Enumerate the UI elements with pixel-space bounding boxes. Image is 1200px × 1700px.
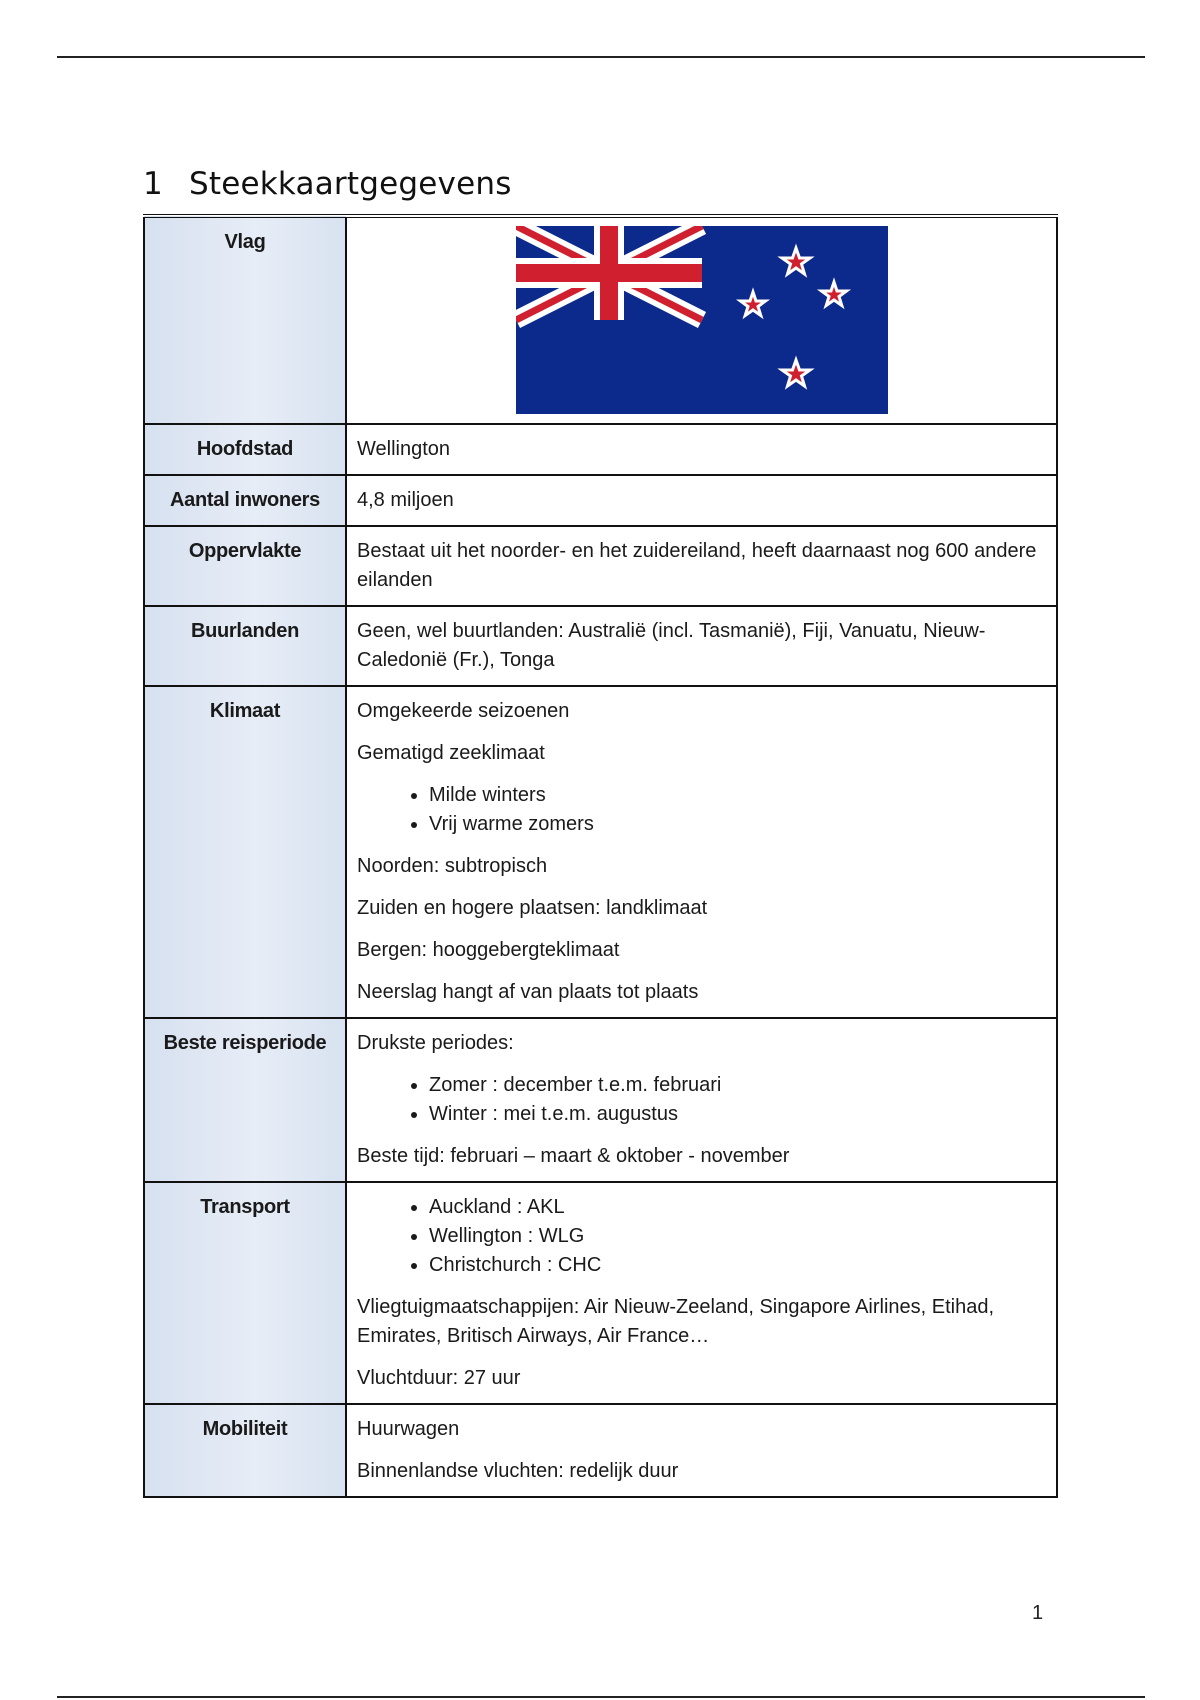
row-value-oppervlakte: Bestaat uit het noorder- en het zuidereiland, heeft daarnaast nog 600 andere eilanden [346, 526, 1057, 606]
row-label-oppervlakte: Oppervlakte [144, 526, 346, 606]
klimaat-bullets [357, 781, 1046, 839]
reisperiode-intro: Drukste periodes: [357, 1032, 514, 1054]
row-value-hoofdstad: Wellington [346, 424, 1057, 475]
list-item: • Milde winters [429, 781, 1046, 810]
list-item: • Auckland : AKL [429, 1193, 1046, 1222]
row-label-hoofdstad: Hoofdstad [144, 424, 346, 475]
row-value-transport [346, 1182, 1057, 1404]
row-value-reisperiode [346, 1018, 1057, 1182]
page-number: 1 [1032, 1602, 1044, 1624]
table-row-transport [144, 1182, 1057, 1404]
row-label-mobiliteit: Mobiliteit [144, 1404, 346, 1497]
klimaat-line: Noorden: subtropisch [357, 855, 548, 877]
flag-new-zealand-image [516, 226, 888, 414]
klimaat-line: Bergen: hooggebergteklimaat [357, 939, 620, 961]
list-item: • Zomer : december t.e.m. februari [429, 1071, 1046, 1100]
heading-number: 1 [143, 166, 163, 202]
row-label-inwoners: Aantal inwoners [144, 475, 346, 526]
list-item: • Winter : mei t.e.m. augustus [429, 1100, 1046, 1129]
section-heading [143, 166, 512, 202]
list-item: • Wellington : WLG [429, 1222, 1046, 1251]
row-label-buurlanden: Buurlanden [144, 606, 346, 686]
row-value-mobiliteit [346, 1404, 1057, 1497]
row-value-klimaat [346, 686, 1057, 1018]
reisperiode-best: Beste tijd: februari – maart & oktober - november [357, 1145, 790, 1167]
table-row-vlag [144, 216, 1057, 424]
header-rule [57, 56, 1145, 58]
fact-sheet-table [143, 214, 1058, 1498]
row-label-vlag: Vlag [144, 216, 346, 424]
table-row-klimaat [144, 686, 1057, 1018]
row-label-klimaat: Klimaat [144, 686, 346, 1018]
table-row-hoofdstad [144, 424, 1057, 475]
reisperiode-bullets [357, 1071, 1046, 1129]
klimaat-line: Neerslag hangt af van plaats tot plaats [357, 981, 699, 1003]
table-row-inwoners [144, 475, 1057, 526]
mobiliteit-line: Huurwagen [357, 1418, 460, 1440]
row-label-transport: Transport [144, 1182, 346, 1404]
union-jack [516, 226, 702, 320]
klimaat-line: Zuiden en hogere plaatsen: landklimaat [357, 897, 708, 919]
row-value-buurlanden: Geen, wel buurtlanden: Australië (incl. Tasmanië), Fiji, Vanuatu, Nieuw-Caledonië (Fr.), Tonga [346, 606, 1057, 686]
klimaat-line: Omgekeerde seizoenen [357, 700, 570, 722]
list-item: • Christchurch : CHC [429, 1251, 1046, 1280]
table-row-oppervlakte [144, 526, 1057, 606]
list-item: • Vrij warme zomers [429, 810, 1046, 839]
airport-bullets [357, 1193, 1046, 1280]
table-row-buurlanden [144, 606, 1057, 686]
heading-title: Steekkaartgegevens [189, 166, 512, 202]
table-row-mobiliteit [144, 1404, 1057, 1497]
klimaat-line: Gematigd zeeklimaat [357, 742, 545, 764]
row-value-inwoners: 4,8 miljoen [346, 475, 1057, 526]
flag-cell [346, 216, 1057, 424]
row-label-reisperiode: Beste reisperiode [144, 1018, 346, 1182]
transport-duration: Vluchtduur: 27 uur [357, 1367, 521, 1389]
table-row-reisperiode [144, 1018, 1057, 1182]
footer-rule [57, 1696, 1145, 1698]
mobiliteit-line: Binnenlandse vluchten: redelijk duur [357, 1460, 679, 1482]
transport-airlines: Vliegtuigmaatschappijen: Air Nieuw-Zeeland, Singapore Airlines, Etihad, Emirates, Britisch Airways, Air France… [357, 1296, 995, 1347]
